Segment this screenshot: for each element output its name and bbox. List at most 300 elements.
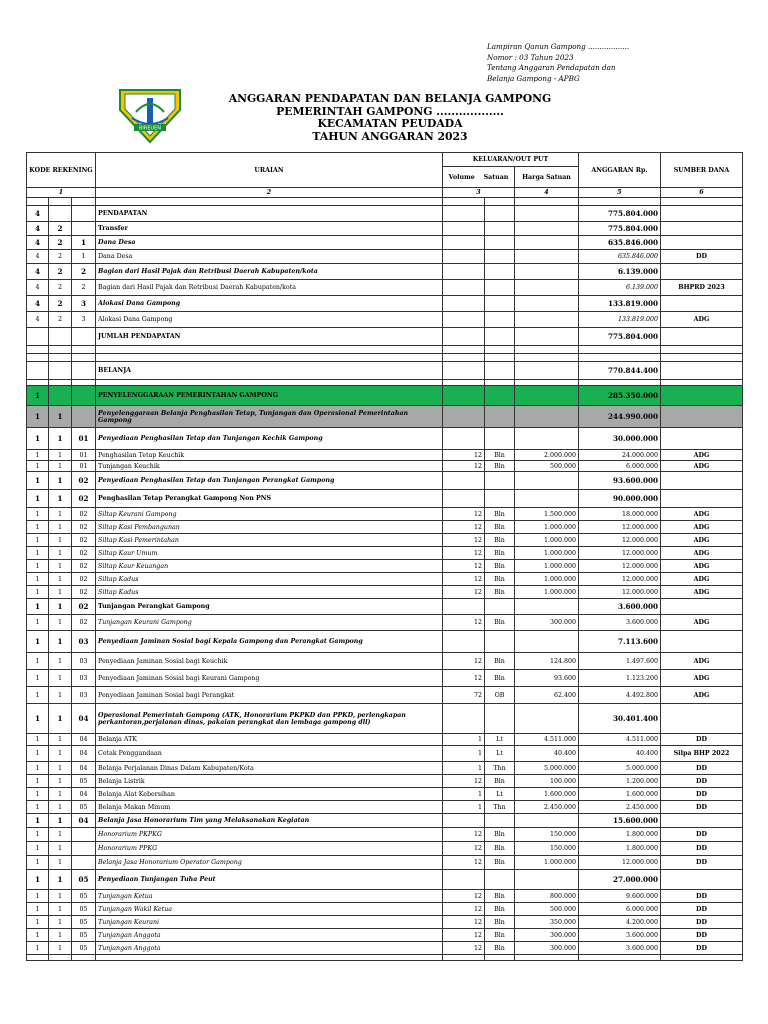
cell-kode-1: 1: [27, 942, 49, 955]
cell-kode-3: 02: [72, 508, 96, 521]
cell-kode-3: 02: [72, 472, 96, 490]
table-row: [27, 362, 743, 380]
col-harga-satuan: Harga Satuan: [515, 167, 579, 188]
cell-kode-2: 1: [49, 428, 72, 450]
cell-anggaran: 4.200.000: [579, 916, 661, 929]
cell-kode-2: 1: [49, 814, 72, 828]
cell-anggaran: 12.000.000: [579, 586, 661, 599]
cell-harga-satuan: 1.000.000: [515, 534, 579, 547]
cell-kode-2: 1: [49, 560, 72, 573]
cell-uraian: Penyediaan Jaminan Sosial bagi Keuchik: [96, 653, 443, 670]
cell-sumber-dana: ADG: [661, 560, 743, 573]
cell-anggaran: 133.819.000: [579, 312, 661, 328]
cell-kode-3: 05: [72, 942, 96, 955]
cell-kode-2: 1: [49, 521, 72, 534]
cell-anggaran: 6.000.000: [579, 461, 661, 472]
cell-harga-satuan: 1.600.000: [515, 788, 579, 801]
cell-kode-3: 02: [72, 534, 96, 547]
title-line: KECAMATAN PEUDADA: [317, 117, 463, 131]
cell-satuan: [485, 631, 515, 653]
cell-kode-1: 1: [27, 508, 49, 521]
cell-uraian: Tunjangan Anggota: [96, 942, 443, 955]
cell-harga-satuan: [515, 312, 579, 328]
col-num: 6: [661, 188, 743, 198]
cell-satuan: OB: [485, 687, 515, 704]
table-row: [27, 264, 743, 280]
cell-kode-1: 1: [27, 461, 49, 472]
cell-satuan: Bln: [485, 508, 515, 521]
table-row: [27, 788, 743, 801]
cell-harga-satuan: 300.000: [515, 615, 579, 631]
cell-kode-1: 1: [27, 573, 49, 586]
cell-sumber-dana: ADG: [661, 586, 743, 599]
cell-kode-3: 01: [72, 461, 96, 472]
lampiran-line: Tentang Anggaran Pendapatan dan: [487, 63, 616, 72]
table-row: [27, 929, 743, 942]
cell-satuan: Thn: [485, 762, 515, 775]
cell-kode-3: 02: [72, 521, 96, 534]
cell-kode-2: 1: [49, 573, 72, 586]
cell-kode-1: 1: [27, 762, 49, 775]
cell-harga-satuan: 62.400: [515, 687, 579, 704]
cell-harga-satuan: 1.000.000: [515, 560, 579, 573]
cell-volume: 12: [443, 560, 485, 573]
cell-satuan: Thn: [485, 801, 515, 814]
cell-volume: 12: [443, 890, 485, 903]
table-row: [27, 406, 743, 428]
cell-kode-3: 03: [72, 670, 96, 687]
table-row: [27, 687, 743, 704]
cell-kode-1: 4: [27, 236, 49, 250]
cell-sumber-dana: DD: [661, 916, 743, 929]
cell-satuan: Bln: [485, 842, 515, 856]
cell-satuan: [485, 870, 515, 890]
cell-anggaran: 12.000.000: [579, 521, 661, 534]
table-row: [27, 653, 743, 670]
cell-sumber-dana: [661, 354, 743, 362]
cell-sumber-dana: [661, 955, 743, 961]
cell-volume: 12: [443, 450, 485, 461]
cell-volume: [443, 280, 485, 296]
cell-kode-2: 1: [49, 828, 72, 842]
title-line: TAHUN ANGGARAN 2023: [312, 129, 468, 143]
cell-harga-satuan: [515, 870, 579, 890]
cell-volume: [443, 236, 485, 250]
cell-uraian: Siltap Kasi Pemerintahan: [96, 534, 443, 547]
cell-kode-2: [49, 198, 72, 206]
cell-uraian: Belanja Perjalanan Dinas Dalam Kabupaten/Kota: [96, 762, 443, 775]
cell-harga-satuan: [515, 296, 579, 312]
cell-uraian: Belanja Jasa Honorarium Tim yang Melaksanakan Kegiatan: [96, 814, 443, 828]
lampiran-block: [487, 42, 629, 84]
cell-anggaran: 5.000.000: [579, 762, 661, 775]
cell-kode-1: 1: [27, 599, 49, 615]
cell-kode-3: [72, 842, 96, 856]
cell-anggaran: 12.000.000: [579, 560, 661, 573]
cell-harga-satuan: 300.000: [515, 929, 579, 942]
cell-kode-1: 1: [27, 547, 49, 560]
table-row: [27, 903, 743, 916]
cell-kode-3: 02: [72, 560, 96, 573]
cell-anggaran: 40.400: [579, 746, 661, 762]
cell-uraian: [96, 354, 443, 362]
cell-kode-2: 2: [49, 250, 72, 264]
cell-kode-3: 05: [72, 916, 96, 929]
cell-kode-3: 05: [72, 903, 96, 916]
cell-kode-2: 1: [49, 916, 72, 929]
cell-volume: [443, 814, 485, 828]
cell-kode-2: 1: [49, 929, 72, 942]
cell-sumber-dana: ADG: [661, 534, 743, 547]
cell-harga-satuan: [515, 362, 579, 380]
cell-anggaran: 1.800.000: [579, 828, 661, 842]
cell-sumber-dana: DD: [661, 801, 743, 814]
cell-volume: 12: [443, 573, 485, 586]
cell-volume: [443, 354, 485, 362]
cell-harga-satuan: [515, 280, 579, 296]
cell-kode-3: [72, 346, 96, 354]
cell-kode-2: 1: [49, 942, 72, 955]
cell-uraian: Tunjangan Anggota: [96, 929, 443, 942]
cell-kode-1: 1: [27, 903, 49, 916]
cell-kode-2: [49, 328, 72, 346]
cell-satuan: [485, 328, 515, 346]
cell-kode-3: 01: [72, 428, 96, 450]
cell-kode-3: 05: [72, 929, 96, 942]
cell-harga-satuan: 150.000: [515, 828, 579, 842]
col-num: 3: [443, 188, 515, 198]
cell-uraian: Belanja Alat Kebersihan: [96, 788, 443, 801]
cell-uraian: Dana Desa: [96, 250, 443, 264]
cell-anggaran: 1.600.000: [579, 788, 661, 801]
table-row: [27, 704, 743, 734]
cell-satuan: Lt: [485, 734, 515, 746]
cell-sumber-dana: [661, 870, 743, 890]
cell-kode-3: 3: [72, 296, 96, 312]
cell-harga-satuan: 93.600: [515, 670, 579, 687]
col-volume-satuan: [443, 167, 515, 188]
cell-volume: 12: [443, 461, 485, 472]
table-row: [27, 631, 743, 653]
cell-volume: 1: [443, 788, 485, 801]
cell-sumber-dana: Silpa BHP 2022: [661, 746, 743, 762]
cell-kode-1: 1: [27, 687, 49, 704]
cell-sumber-dana: [661, 362, 743, 380]
cell-harga-satuan: [515, 346, 579, 354]
cell-satuan: Bln: [485, 573, 515, 586]
cell-satuan: [485, 206, 515, 222]
cell-sumber-dana: DD: [661, 250, 743, 264]
cell-harga-satuan: [515, 955, 579, 961]
cell-anggaran: 1.123.200: [579, 670, 661, 687]
cell-uraian: Alokasi Dana Gampong: [96, 312, 443, 328]
cell-kode-2: [49, 206, 72, 222]
table-row: [27, 547, 743, 560]
cell-anggaran: 3.600.000: [579, 942, 661, 955]
cell-kode-1: 1: [27, 870, 49, 890]
cell-satuan: [485, 955, 515, 961]
cell-harga-satuan: 2.450.000: [515, 801, 579, 814]
cell-kode-3: 02: [72, 615, 96, 631]
cell-volume: [443, 490, 485, 508]
cell-satuan: Bln: [485, 929, 515, 942]
cell-sumber-dana: DD: [661, 856, 743, 870]
cell-kode-2: [49, 346, 72, 354]
cell-kode-3: 3: [72, 312, 96, 328]
cell-kode-2: 2: [49, 236, 72, 250]
cell-satuan: [485, 814, 515, 828]
cell-anggaran: 635.846.000: [579, 236, 661, 250]
cell-sumber-dana: [661, 386, 743, 406]
cell-anggaran: 6.139.000: [579, 280, 661, 296]
cell-satuan: Bln: [485, 942, 515, 955]
cell-volume: [443, 222, 485, 236]
cell-kode-1: [27, 328, 49, 346]
table-row: [27, 573, 743, 586]
cell-sumber-dana: [661, 490, 743, 508]
cell-anggaran: 770.844.400: [579, 362, 661, 380]
cell-kode-3: [72, 198, 96, 206]
cell-kode-1: [27, 198, 49, 206]
cell-kode-1: 1: [27, 814, 49, 828]
table-row: [27, 746, 743, 762]
cell-kode-1: 1: [27, 842, 49, 856]
lampiran-line: Nomor : 03 Tahun 2023: [487, 52, 574, 62]
table-row: [27, 762, 743, 775]
cell-kode-2: 1: [49, 406, 72, 428]
table-row: [27, 870, 743, 890]
cell-anggaran: 4.511.000: [579, 734, 661, 746]
cell-volume: [443, 250, 485, 264]
cell-sumber-dana: DD: [661, 828, 743, 842]
cell-harga-satuan: 1.000.000: [515, 586, 579, 599]
cell-satuan: Bln: [485, 450, 515, 461]
cell-harga-satuan: [515, 631, 579, 653]
cell-satuan: Bln: [485, 534, 515, 547]
cell-satuan: [485, 704, 515, 734]
number-row: [27, 188, 743, 198]
cell-kode-2: 1: [49, 856, 72, 870]
cell-anggaran: 1.800.000: [579, 842, 661, 856]
cell-kode-1: 4: [27, 222, 49, 236]
cell-volume: 12: [443, 547, 485, 560]
cell-kode-1: 1: [27, 631, 49, 653]
cell-kode-1: 4: [27, 296, 49, 312]
cell-uraian: Belanja Jasa Honorarium Operator Gampong: [96, 856, 443, 870]
cell-anggaran: 4.492.800: [579, 687, 661, 704]
cell-satuan: Lt: [485, 788, 515, 801]
cell-kode-2: 1: [49, 599, 72, 615]
cell-kode-3: [72, 328, 96, 346]
cell-kode-2: 1: [49, 890, 72, 903]
cell-anggaran: 7.113.600: [579, 631, 661, 653]
cell-kode-3: [72, 362, 96, 380]
cell-volume: [443, 955, 485, 961]
cell-kode-1: 1: [27, 734, 49, 746]
cell-sumber-dana: [661, 236, 743, 250]
cell-volume: 12: [443, 775, 485, 788]
cell-volume: 1: [443, 746, 485, 762]
cell-satuan: [485, 296, 515, 312]
cell-uraian: Belanja Listrik: [96, 775, 443, 788]
cell-kode-3: 04: [72, 762, 96, 775]
table-row: [27, 450, 743, 461]
cell-sumber-dana: [661, 346, 743, 354]
title-line: PEMERINTAH GAMPONG ..................: [276, 104, 504, 118]
cell-volume: [443, 206, 485, 222]
cell-satuan: [485, 222, 515, 236]
cell-kode-2: 1: [49, 631, 72, 653]
cell-kode-3: 02: [72, 586, 96, 599]
cell-volume: [443, 296, 485, 312]
cell-harga-satuan: [515, 406, 579, 428]
cell-anggaran: 1.497.600: [579, 653, 661, 670]
cell-anggaran: 3.600.000: [579, 599, 661, 615]
cell-sumber-dana: ADG: [661, 653, 743, 670]
cell-sumber-dana: ADG: [661, 547, 743, 560]
cell-satuan: Lt: [485, 746, 515, 762]
cell-harga-satuan: 124.800: [515, 653, 579, 670]
cell-sumber-dana: DD: [661, 890, 743, 903]
cell-anggaran: 133.819.000: [579, 296, 661, 312]
table-row: [27, 198, 743, 206]
col-uraian: URAIAN: [96, 153, 443, 188]
cell-kode-2: 1: [49, 615, 72, 631]
cell-kode-3: [72, 856, 96, 870]
cell-sumber-dana: [661, 264, 743, 280]
cell-uraian: Cetak Penggandaan: [96, 746, 443, 762]
cell-satuan: [485, 250, 515, 264]
cell-satuan: [485, 280, 515, 296]
cell-uraian: Bagian dari Hasil Pajak dan Retribusi Daerah Kabupaten/kota: [96, 280, 443, 296]
cell-kode-2: 1: [49, 670, 72, 687]
cell-uraian: Siltap Kadus: [96, 586, 443, 599]
cell-kode-2: [49, 955, 72, 961]
cell-anggaran: 24.000.000: [579, 450, 661, 461]
cell-satuan: Bln: [485, 653, 515, 670]
cell-harga-satuan: 1.500.000: [515, 508, 579, 521]
logo-text: BIREUEN: [138, 125, 162, 132]
table-row: [27, 856, 743, 870]
cell-volume: [443, 631, 485, 653]
cell-uraian: Bagian dari Hasil Pajak dan Retribusi Daerah Kabupaten/kota: [96, 264, 443, 280]
cell-harga-satuan: [515, 490, 579, 508]
cell-satuan: Bln: [485, 903, 515, 916]
cell-volume: [443, 328, 485, 346]
cell-sumber-dana: ADG: [661, 461, 743, 472]
cell-kode-3: [72, 222, 96, 236]
cell-kode-3: 05: [72, 801, 96, 814]
table-row: [27, 280, 743, 296]
cell-harga-satuan: [515, 599, 579, 615]
cell-anggaran: 6.000.000: [579, 903, 661, 916]
cell-kode-2: 1: [49, 461, 72, 472]
cell-anggaran: 12.000.000: [579, 856, 661, 870]
cell-harga-satuan: [515, 354, 579, 362]
cell-kode-3: 05: [72, 890, 96, 903]
cell-anggaran: 775.804.000: [579, 328, 661, 346]
cell-volume: [443, 346, 485, 354]
cell-uraian: Siltap Kaur Umum: [96, 547, 443, 560]
cell-kode-1: [27, 346, 49, 354]
cell-anggaran: 285.350.000: [579, 386, 661, 406]
col-kode-rekening: KODE REKENING: [27, 153, 96, 188]
cell-kode-2: 1: [49, 508, 72, 521]
cell-kode-3: 04: [72, 734, 96, 746]
cell-sumber-dana: [661, 296, 743, 312]
cell-kode-3: [72, 406, 96, 428]
cell-satuan: [485, 428, 515, 450]
cell-harga-satuan: 500.000: [515, 903, 579, 916]
cell-uraian: Belanja Makan Minum: [96, 801, 443, 814]
cell-kode-1: 1: [27, 704, 49, 734]
cell-kode-1: 4: [27, 280, 49, 296]
cell-harga-satuan: 100.000: [515, 775, 579, 788]
cell-uraian: Penyediaan Jaminan Sosial bagi Kepala Gampong dan Perangkat Gampong: [96, 631, 443, 653]
cell-satuan: Bln: [485, 890, 515, 903]
cell-kode-2: 1: [49, 801, 72, 814]
table-row: [27, 916, 743, 929]
cell-volume: [443, 198, 485, 206]
cell-kode-1: 1: [27, 615, 49, 631]
cell-uraian: Operasional Pemerintah Gampong (ATK, Honorarium PKPKD dan PPKD, perlengkapan perkantoran,perjalanan dinas, pakaian perangkat dan lembaga gampong dll): [96, 704, 443, 734]
cell-sumber-dana: BHPRD 2023: [661, 280, 743, 296]
cell-harga-satuan: [515, 222, 579, 236]
cell-satuan: Bln: [485, 670, 515, 687]
table-row: [27, 521, 743, 534]
table-row: [27, 222, 743, 236]
cell-sumber-dana: [661, 222, 743, 236]
cell-kode-1: 1: [27, 560, 49, 573]
table-row: [27, 508, 743, 521]
cell-volume: 1: [443, 762, 485, 775]
cell-kode-2: [49, 386, 72, 406]
cell-kode-2: 1: [49, 903, 72, 916]
cell-kode-2: 2: [49, 280, 72, 296]
cell-volume: [443, 312, 485, 328]
cell-kode-1: 1: [27, 521, 49, 534]
cell-kode-3: 02: [72, 573, 96, 586]
cell-uraian: Tunjangan Keurani: [96, 916, 443, 929]
table-row: [27, 534, 743, 547]
cell-harga-satuan: 300.000: [515, 942, 579, 955]
cell-uraian: Penyediaan Penghasilan Tetap dan Tunjangan Kechik Gampong: [96, 428, 443, 450]
cell-anggaran: 18.000.000: [579, 508, 661, 521]
cell-kode-1: 1: [27, 653, 49, 670]
cell-uraian: Honorarium PKPKG: [96, 828, 443, 842]
cell-harga-satuan: [515, 198, 579, 206]
cell-kode-2: 1: [49, 704, 72, 734]
cell-kode-1: 1: [27, 670, 49, 687]
cell-anggaran: 635.846.000: [579, 250, 661, 264]
cell-kode-2: 1: [49, 687, 72, 704]
cell-kode-3: [72, 955, 96, 961]
cell-kode-1: 4: [27, 264, 49, 280]
table-row: [27, 346, 743, 354]
bireuen-logo: [118, 88, 182, 144]
header-row: [27, 153, 743, 167]
cell-uraian: Alokasi Dana Gampong: [96, 296, 443, 312]
cell-sumber-dana: [661, 428, 743, 450]
cell-anggaran: 12.000.000: [579, 547, 661, 560]
cell-harga-satuan: 500.000: [515, 461, 579, 472]
cell-sumber-dana: DD: [661, 842, 743, 856]
cell-uraian: Tunjangan Keuchik: [96, 461, 443, 472]
cell-satuan: [485, 406, 515, 428]
cell-uraian: Tunjangan Ketua: [96, 890, 443, 903]
cell-uraian: [96, 955, 443, 961]
table-row: [27, 461, 743, 472]
